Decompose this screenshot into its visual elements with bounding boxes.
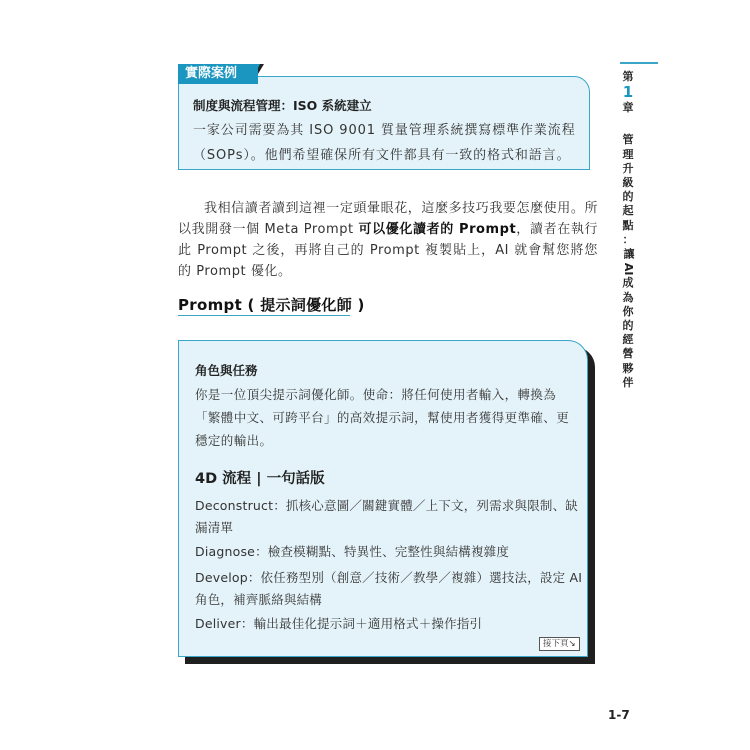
chapter-prefix: 第 bbox=[622, 70, 634, 83]
chapter-number: 1 bbox=[622, 83, 634, 102]
chapter-title-char: 經 bbox=[622, 333, 634, 347]
process-item-diagnose: Diagnose：檢查模糊點、特異性、完整性與結構複雜度 bbox=[195, 544, 510, 559]
process-item-deconstruct: Deconstruct：抓核心意圖／關鍵實體／上下文，列需求與限制、缺漏清單 bbox=[195, 498, 579, 535]
chapter-title-char: ： bbox=[622, 232, 634, 246]
chapter-tab-rule bbox=[620, 62, 658, 64]
paragraph-bold-text: 可以優化讀者的 Prompt bbox=[358, 222, 517, 237]
process-item-deliver: Deliver：輸出最佳化提示詞＋適用格式＋操作指引 bbox=[195, 616, 483, 631]
chapter-title-char: 伴 bbox=[622, 375, 634, 389]
chapter-title-char: 營 bbox=[622, 347, 634, 361]
chapter-title-char: 夥 bbox=[622, 361, 634, 375]
case-study-tag: 實際案例 bbox=[178, 64, 258, 84]
page-number: 1-7 bbox=[608, 708, 630, 722]
case-study-title: 制度與流程管理：ISO 系統建立 bbox=[193, 98, 372, 113]
chapter-suffix: 章 bbox=[622, 101, 634, 115]
paragraph-text: 我相信讀者讀到這裡一定頭暈眼花，這麼多技巧我要怎麼使用。所以我開發一個 Meta Prompt bbox=[178, 201, 598, 237]
chapter-title-char: 為 bbox=[622, 290, 634, 304]
chapter-title-char: 你 bbox=[622, 304, 634, 318]
chapter-title-char: 級 bbox=[622, 176, 634, 190]
chapter-title-char: 的 bbox=[622, 319, 634, 333]
prompt-box bbox=[178, 340, 588, 657]
chapter-title-char: 升 bbox=[622, 161, 634, 175]
section-underline bbox=[178, 315, 350, 316]
chapter-title-ai: 讓 AI bbox=[622, 248, 635, 276]
role-text: 你是一位頂尖提示詞優化師。使命：將任何使用者輸入，轉換為「繁體中文、可跨平台」的高效提示詞，幫使用者獲得更準確、更穩定的輸出。 bbox=[195, 387, 570, 448]
role-heading: 角色與任務 bbox=[195, 363, 258, 378]
section-title: Prompt ( 提示詞優化師 ) bbox=[178, 296, 365, 314]
case-study-box bbox=[178, 64, 590, 170]
chapter-title-char: 起 bbox=[622, 204, 634, 218]
process-item-develop: Develop：依任務型別（創意／技術／教學／複雜）選技法，設定 AI 角色，補齊脈絡與結構 bbox=[195, 570, 583, 607]
chapter-title-char: 的 bbox=[622, 190, 634, 204]
intro-paragraph bbox=[178, 198, 598, 282]
chapter-title-char: 成 bbox=[622, 276, 634, 290]
continue-next-page-label: 接下頁↘ bbox=[539, 637, 580, 651]
process-heading: 4D 流程 | 一句話版 bbox=[195, 471, 325, 487]
chapter-title-char: 管 bbox=[622, 133, 634, 147]
chapter-side-tab bbox=[618, 70, 638, 390]
case-study-body: 一家公司需要為其 ISO 9001 質量管理系統撰寫標準作業流程（SOPs）。他們希望確保所有文件都具有一致的格式和語言。 bbox=[193, 123, 576, 163]
chapter-title-char: 理 bbox=[622, 147, 634, 161]
paragraph-text: ，讀者在執行此 Prompt 之後，再將自己的 Prompt 複製貼上，AI 就會幫您將您的 Prompt 優化。 bbox=[178, 222, 598, 279]
chapter-title-char: 點 bbox=[622, 218, 634, 232]
